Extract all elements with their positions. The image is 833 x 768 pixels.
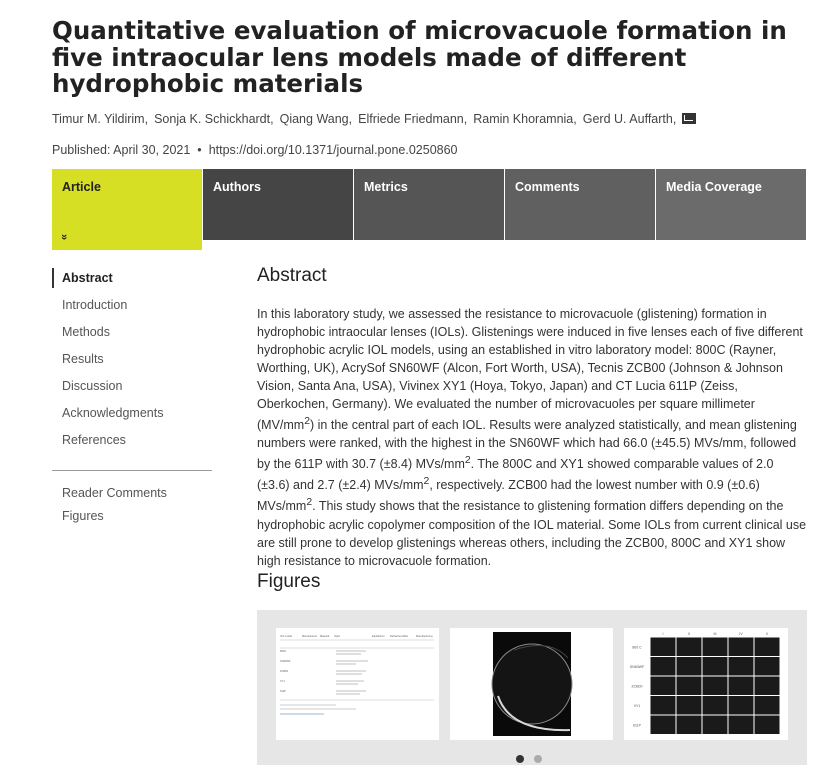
separator-dot: •	[197, 143, 202, 157]
grid-row-label: 800 C	[632, 645, 642, 650]
thumb-table-row: SN60WF	[280, 660, 291, 663]
thumb-table-header: Refractive	[390, 635, 402, 638]
grid-cell	[729, 696, 754, 715]
author-link[interactable]: Qiang Wang ,	[280, 112, 353, 126]
tab-label: Media Coverage	[666, 180, 762, 194]
author-link[interactable]: Timur M. Yildirim ,	[52, 112, 148, 126]
expand-chevron-icon[interactable]: »	[58, 233, 71, 241]
figure-thumbnail-table[interactable]	[276, 628, 439, 740]
tab-metrics[interactable]	[354, 169, 504, 240]
grid-row-label: 611P	[633, 723, 641, 728]
doi-link[interactable]: https://doi.org/10.1371/journal.pone.0250860	[208, 143, 458, 157]
grid-cell	[703, 716, 728, 735]
thumb-table-header: Abbe	[402, 635, 409, 638]
grid-cell	[729, 716, 754, 735]
nav-results[interactable]: Results	[62, 352, 104, 366]
nav-acknowledgments[interactable]: Acknowledgments	[62, 406, 164, 420]
published-date: Published: April 30, 2021	[52, 143, 191, 157]
grid-cell	[729, 638, 754, 657]
tab-authors[interactable]	[203, 169, 353, 240]
grid-col-label: IV	[739, 632, 743, 636]
abstract-heading: Abstract	[257, 265, 327, 286]
nav-divider	[52, 470, 212, 471]
grid-cell	[755, 677, 780, 696]
nav-discussion[interactable]: Discussion	[62, 379, 123, 393]
grid-cell	[677, 677, 702, 696]
grid-cell	[651, 638, 676, 657]
grid-cell	[677, 657, 702, 676]
article-title: Quantitative evaluation of microvacuole formation in five intraocular lens models made of different hydrophobic materials	[52, 16, 787, 98]
grid-cell	[729, 657, 754, 676]
author-list	[52, 112, 696, 126]
thumb-table-header: Material	[320, 635, 330, 638]
grid-cell	[729, 677, 754, 696]
thumb-table-row: XY1	[280, 680, 285, 683]
thumb-table-header: Manufacturing	[416, 635, 433, 638]
grid-cell	[703, 696, 728, 715]
grid-col-label: V	[765, 632, 769, 636]
grid-cell	[703, 657, 728, 676]
carousel-dot[interactable]	[534, 755, 542, 763]
author-link[interactable]: Gerd U. Auffarth ,	[583, 112, 677, 126]
tab-label: Comments	[515, 180, 580, 194]
author-link[interactable]: Ramin Khoramnia ,	[473, 112, 577, 126]
thumb-table-header: IOL model	[280, 635, 292, 638]
nav-introduction[interactable]: Introduction	[62, 298, 128, 312]
nav-methods[interactable]: Methods	[62, 325, 110, 339]
grid-cell	[755, 696, 780, 715]
section-nav	[52, 268, 212, 529]
grid-cell	[651, 677, 676, 696]
email-icon[interactable]	[682, 113, 696, 124]
grid-col-label: II	[688, 632, 690, 636]
carousel-dot[interactable]	[516, 755, 524, 763]
grid-cell	[651, 696, 676, 715]
author-link[interactable]: Sonja K. Schickhardt ,	[154, 112, 274, 126]
tab-label: Authors	[213, 180, 261, 194]
figure-thumbnail-grid[interactable]	[624, 628, 788, 740]
grid-cell	[651, 716, 676, 735]
nav-figures[interactable]: Figures	[62, 509, 104, 523]
thumb-table-row: ZCB00	[280, 670, 289, 673]
grid-cell	[755, 716, 780, 735]
grid-cell	[703, 677, 728, 696]
nav-reader-comments[interactable]: Reader Comments	[62, 486, 167, 500]
grid-cell	[677, 696, 702, 715]
tab-comments[interactable]	[505, 169, 655, 240]
grid-cell	[677, 716, 702, 735]
grid-cell	[755, 638, 780, 657]
tab-label: Article	[62, 180, 101, 194]
grid-cell	[677, 638, 702, 657]
thumb-table-row: 800C	[280, 650, 287, 653]
figures-heading: Figures	[257, 571, 321, 592]
grid-col-label: III	[713, 632, 717, 636]
thumb-table-header: Manufacturer	[302, 635, 318, 638]
grid-col-label: I	[662, 632, 664, 636]
thumb-table-header: Equilibrium	[372, 635, 385, 638]
nav-references[interactable]: References	[62, 433, 126, 447]
abstract-text: In this laboratory study, we assessed the resistance to microvacuole (glistening) formation in hydrophobic intraocular lenses (IOLs). Glistenings were induced in five lenses each of five different hydrophobic acrylic IOL models, using an established in vitro laboratory model: 800C (Rayner, Worthing, UK), AcrySof SN60WF (Alcon, Fort Worth, USA), Tecnis ZCB00 (Johnson & Johnson Vision, Santa Ana, USA), Vivinex XY1 (Hoya, Tokyo, Japan) and CT Lucia 611P (Zeiss, Oberkochen, Germany). We evaluated the number of microvacuoles per square millimeter $(MV/mm^2)$ in the central part of each IOL. Results were analyzed statistically, and mean glistening numbers were ranked, with the highest in the SN60WF which had 66.0 (±45.5) MVs/mm, followed by the 611P with 30.7 (±8.4) MVs/$mm^2$. The 800C and XY1 showed comparable values of 2.0 (±3.6) and 2.7 (±2.4) MVs/$mm^2$, respectively. ZCB00 had the lowest number with 0.9 (±0.6) MVs/$mm^2$. This study shows that the resistance to glistening formation differs depending on the hydrophobic acrylic copolymer composition of the IOL material. Some IOLs from current clinical use are still prone to develop glistenings whereas others, including the ZCB00, 800C and XY1 show high resistance to microvacuole formation.	[257, 307, 807, 568]
grid-cell	[651, 657, 676, 676]
article-tabs	[52, 169, 806, 250]
grid-row-label: XY1	[633, 703, 641, 708]
grid-row-label: SN60WF	[629, 664, 645, 669]
tab-label: Metrics	[364, 180, 408, 194]
tab-article[interactable]	[52, 169, 202, 250]
publication-info	[52, 143, 458, 157]
thumb-table-header: Optic	[334, 635, 341, 638]
figure-carousel	[257, 610, 807, 765]
grid-cell	[755, 657, 780, 676]
author-link[interactable]: Elfriede Friedmann ,	[358, 112, 467, 126]
tab-media-coverage[interactable]	[656, 169, 806, 240]
grid-cell	[703, 638, 728, 657]
nav-abstract[interactable]: Abstract	[52, 268, 212, 288]
carousel-indicators	[516, 750, 552, 768]
grid-row-label: ZCB00	[631, 684, 643, 689]
thumb-table-row: 611P	[280, 690, 286, 693]
figure-thumbnail-lens[interactable]	[450, 628, 613, 740]
